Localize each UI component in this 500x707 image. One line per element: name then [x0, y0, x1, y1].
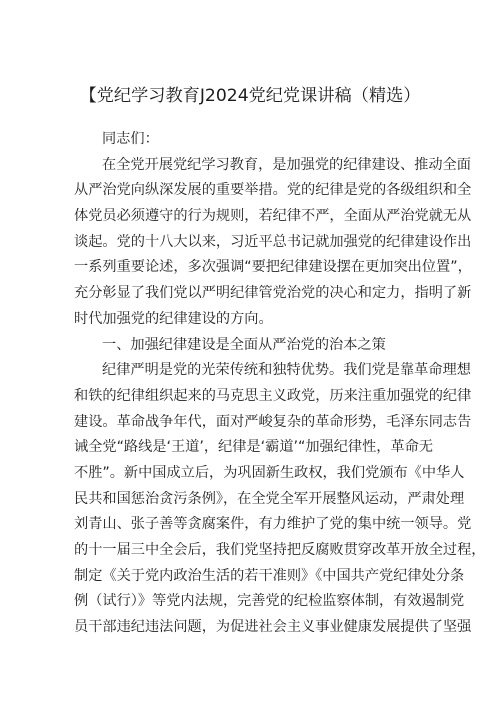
body-line: 同志们：: [102, 131, 159, 147]
body-line: 不胜”。新中国成立后，为巩固新生政权，我们党颁布《中华人: [74, 464, 465, 481]
body-line: 建设。革命战争年代，面对严峻复杂的革命形势，毛泽东同志告: [74, 413, 472, 430]
body-line: 充分彰显了我们党以严明纪律管党治党的决心和定力，指明了新: [74, 285, 472, 302]
body-line: 诫全党“路线是‘王道’，纪律是‘霸道’“加强纪律性，革命无: [74, 439, 434, 456]
body-line: 纪律严明是党的光荣传统和独特优势。我们党是靠革命理想: [102, 362, 471, 379]
body-line: 一、加强纪律建设是全面从严治党的治本之策: [102, 336, 386, 353]
body-line: 制定《关于党内政治生活的若干准则》《中国共产党纪律处分条: [74, 567, 465, 584]
body-line: 在全党开展党纪学习教育，是加强党的纪律建设、推动全面: [102, 156, 471, 173]
body-line: 和铁的纪律组织起来的马克思主义政党，历来注重加强党的纪律: [74, 387, 472, 404]
document-title: 【党纪学习教育J2024党纪党课讲稿（精选）: [79, 86, 421, 106]
body-line: 体党员必须遵守的行为规则，若纪律不严，全面从严治党就无从: [74, 208, 472, 225]
body-line: 从严治党向纵深发展的重要举措。党的纪律是党的各级组织和全: [74, 182, 472, 199]
document-body: [74, 127, 486, 641]
body-line: 刘青山、张子善等贪腐案件，有力维护了党的集中统一领导。党: [74, 516, 472, 533]
body-line: 员干部违纪违法问题，为促进社会主义事业健康发展提供了坚强: [74, 619, 472, 636]
body-line: 一系列重要论述，多次强调“要把纪律建设摆在更加突出位置”，: [74, 259, 472, 276]
body-line: 例（试行）》等党内法规，完善党的纪检监察体制，有效遏制党: [74, 593, 465, 610]
body-line: 民共和国惩治贪污条例》，在全党全军开展整风运动，严肃处理: [74, 490, 465, 507]
body-line: 谈起。党的十八大以来，习近平总书记就加强党的纪律建设作出: [74, 233, 472, 250]
body-line: 时代加强党的纪律建设的方向。: [74, 310, 273, 327]
body-line: 的十一届三中全会后，我们党坚持把反腐败贯穿改革开放全过程，: [74, 542, 486, 558]
